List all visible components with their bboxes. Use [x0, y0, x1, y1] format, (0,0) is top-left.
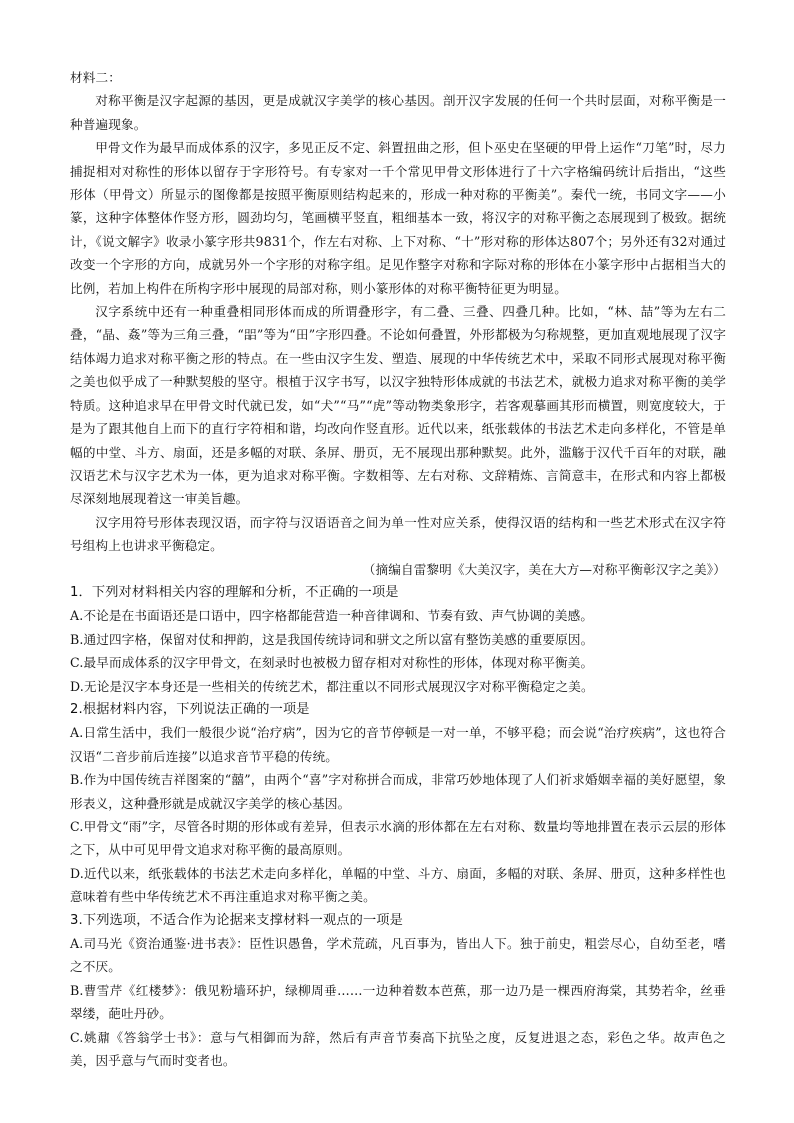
question-stem: 2.根据材料内容，下列说法正确的一项是	[70, 701, 310, 717]
paragraph-3: 汉字系统中还有一种重叠相同形体而成的所谓叠形字，有二叠、三叠、四叠几种。比如，“林、喆”等为左右二叠，“晶、姦”等为三角三叠，“㗊”等为“田”字形四叠。不论如何叠置，外形都极为匀称规整，更加直观地展现了汉字结体竭力追求对称平衡之形的特点。在一些由汉字生发、塑造、展现的中华传统艺术中，采取不同形式展现对称平衡之美也似乎成了一种默契般的坚守。根植于汉字书写，以汉字独特形体成就的书法艺术，就极力追求对称平衡的美学特质。这种追求早在甲骨文时代就已发，如“犬”“马”“虎”等动物类象形字，若客观摹画其形而横置，则宽度较大，于是为了跟其他自上而下的直行字符相和谐，均改向作竖直形。近代以来，纸张载体的书法艺术走向多样化，不管是单幅的中堂、斗方、扇面，还是多幅的对联、条屏、册页，无不展现出那种默契。此外，滥觞于汉代千百年的对联，融汉语艺术与汉字艺术为一体，更为追求对称平衡。字数相等、左右对称、文辞精炼、言简意丰，在形式和内容上都极尽深刻地展现着这一审美旨趣。	[70, 304, 726, 507]
question-3	[70, 909, 726, 1073]
question-stem: 3.下列选项，不适合作为论据来支撑材料一观点的一项是	[70, 912, 403, 928]
material-label: 材料二：	[70, 70, 121, 85]
question-stem: 1．下列对材料相关内容的理解和分析，不正确的一项是	[70, 584, 399, 600]
option-a: A.司马光《资治通鉴·进书表》：臣性识愚鲁，学术荒疏，凡百事为，皆出人下。独于前史，粗尝尽心，自幼至老，嗜之不厌。	[70, 936, 726, 975]
document-page	[70, 66, 726, 1072]
option-b: B.曹雪芹《红楼梦》：俄见粉墙环护，绿柳周垂……一边种着数本芭蕉，那一边乃是一棵西府海棠，其势若伞，丝垂翠缕，葩吐丹砂。	[70, 982, 726, 1022]
paragraph-2: 甲骨文作为最早而成体系的汉字，多见正反不定、斜置扭曲之形，但卜巫史在坚硬的甲骨上运作“刀笔”时，尽力捕捉相对对称性的形体以留存于字形符号。有专家对一千个常见甲骨文形体进行了十六字格编码统计后指出，“这些形体（甲骨文）所显示的图像都是按照平衡原则结构起来的，形成一种对称的平衡美”。秦代一统，书同文字——小篆，这种字体整体作竖方形，圆劲均匀，笔画横平竖直，粗细基本一致，将汉字的对称平衡之态展现到了极致。据统计，《说文解字》收录小篆字形共9831个，作左右对称、上下对称、“十”形对称的形体达807个；另外还有32对通过改变一个字形的方向，成就另外一个字形的对称字组。足见作整字对称和字际对称的形体在小篆字形中占据相当大的比例，若加上构件在所构字形中展现的局部对称，则小篆形体的对称平衡特征更为明显。	[70, 140, 726, 296]
option-a: A.日常生活中，我们一般很少说“治疗病”，因为它的音节停顿是一对一单，不够平稳；而会说“治疗疾病”，这也符合汉语“二音步前后连接”以追求音节平稳的传统。	[70, 725, 726, 764]
question-1	[70, 581, 726, 698]
source-citation: （摘编自雷黎明《大美汉字，美在大方—对称平衡彰汉字之美》）	[362, 561, 726, 577]
paragraph-1: 对称平衡是汉字起源的基因，更是成就汉字美学的核心基因。剖开汉字发展的任何一个共时层面，对称平衡是一种普遍现象。	[70, 93, 726, 132]
option-c: C.甲骨文“雨”字，尽管各时期的形体或有差异，但表示水滴的形体都在左右对称、数量均等地排置在表示云层的形体之下，从中可见甲骨文追求对称平衡的最高原则。	[70, 819, 726, 858]
option-a: A.不论是在书面语还是口语中，四字格都能营造一种音律调和、节奏有致、声气协调的美感。	[70, 608, 594, 624]
option-c: C.最早而成体系的汉字甲骨文，在刻录时也被极力留存相对对称性的形体，体现对称平衡美。	[70, 655, 594, 671]
option-b: B.作为中国传统吉祥图案的“囍”，由两个“喜”字对称拼合而成，非常巧妙地体现了人们祈求婚姻幸福的美好愿望，象形表义，这种叠形就是成就汉字美学的核心基因。	[70, 772, 726, 811]
option-d: D.无论是汉字本身还是一些相关的传统艺术，都注重以不同形式展现汉字对称平衡稳定之美。	[70, 678, 594, 694]
paragraph-4: 汉字用符号形体表现汉语，而字符与汉语语音之间为单一性对应关系，使得汉语的结构和一些艺术形式在汉字符号组构上也讲求平衡稳定。	[70, 514, 726, 554]
option-c: C.姚鼐《答翁学士书》：意与气相御而为辞，然后有声音节奏高下抗坠之度，反复进退之态，彩色之华。故声色之美，因乎意与气而时变者也。	[70, 1029, 726, 1069]
option-b: B.通过四字格，保留对仗和押韵，这是我国传统诗词和骈文之所以富有整饬美感的重要原因。	[70, 631, 594, 647]
option-d: D.近代以来，纸张载体的书法艺术走向多样化，单幅的中堂、斗方、扇面，多幅的对联、条屏、册页，这种多样性也意味着有些中华传统艺术不再注重追求对称平衡之美。	[70, 865, 726, 905]
question-2	[70, 698, 726, 909]
